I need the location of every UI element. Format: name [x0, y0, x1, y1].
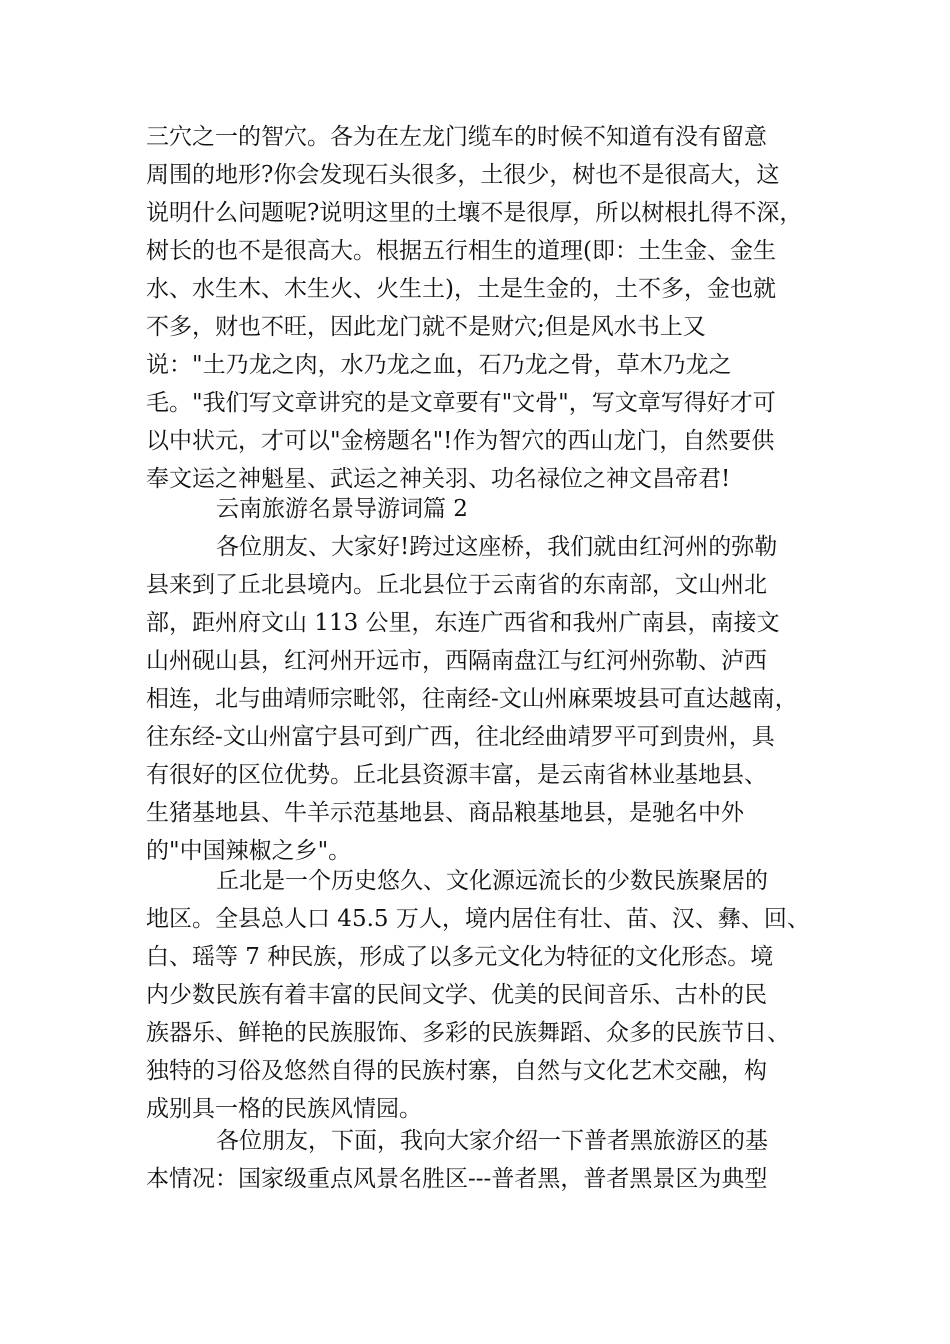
text-line: 县来到了丘北县境内。丘北县位于云南省的东南部，文山州北 [146, 572, 767, 598]
text-line: 有很好的区位优势。丘北县资源丰富，是云南省林业基地县、 [146, 762, 767, 788]
text-line: 相连，北与曲靖师宗毗邻，往南经-文山州麻栗坡县可直达越南， [146, 686, 798, 712]
text-line: 树长的也不是很高大。根据五行相生的道理(即：土生金、金生 [146, 238, 776, 264]
text-line: 水、水生木、木生火、火生土)，土是生金的，土不多，金也就 [146, 276, 776, 302]
text-line: 周围的地形?你会发现石头很多，土很少，树也不是很高大，这 [146, 162, 780, 188]
paragraph-3 [146, 1122, 816, 1198]
text-line: 地区。全县总人口 45.5 万人，境内居住有壮、苗、汉、彝、回、 [146, 906, 810, 932]
text-line: 族器乐、鲜艳的民族服饰、多彩的民族舞蹈、众多的民族节日、 [146, 1020, 790, 1046]
text-line: 丘北是一个历史悠久、文化源远流长的少数民族聚居的 [216, 868, 768, 894]
text-line: 生猪基地县、牛羊示范基地县、商品粮基地县，是驰名中外 [146, 800, 744, 826]
paragraph-2 [146, 862, 816, 1128]
text-line: 毛。"我们写文章讲究的是文章要有"文骨"，写文章写得好才可 [146, 390, 776, 416]
text-line: 的"中国辣椒之乡"。 [146, 838, 352, 864]
section-heading-block [146, 490, 816, 528]
text-line: 以中状元，才可以"金榜题名"!作为智穴的西山龙门，自然要供 [146, 428, 775, 454]
text-line: 部，距州府文山 113 公里，东连广西省和我州广南县，南接文 [146, 610, 780, 636]
text-line: 各位朋友、大家好!跨过这座桥，我们就由红河州的弥勒 [216, 534, 778, 560]
text-line: 奉文运之神魁星、武运之神关羽、功名禄位之神文昌帝君! [146, 466, 731, 492]
text-line: 本情况：国家级重点风景名胜区---普者黑，普者黑景区为典型 [146, 1166, 768, 1192]
text-line: 往东经-文山州富宁县可到广西，往北经曲靖罗平可到贵州，具 [146, 724, 775, 750]
text-line: 三穴之一的智穴。各为在左龙门缆车的时候不知道有没有留意 [146, 124, 767, 150]
text-line: 成别具一格的民族风情园。 [146, 1096, 422, 1122]
text-line: 说："土乃龙之肉，水乃龙之血，石乃龙之骨，草木乃龙之 [146, 352, 732, 378]
text-line: 白、瑶等 7 种民族，形成了以多元文化为特征的文化形态。境 [146, 944, 774, 970]
text-line: 山州砚山县，红河州开远市，西隔南盘江与红河州弥勒、泸西 [146, 648, 767, 674]
continuation-paragraph [146, 118, 816, 498]
text-line: 说明什么问题呢?说明这里的土壤不是很厚，所以树根扎得不深， [146, 200, 803, 226]
text-line: 各位朋友，下面，我向大家介绍一下普者黑旅游区的基 [216, 1128, 768, 1154]
section-heading: 云南旅游名景导游词篇 2 [216, 496, 468, 522]
paragraph-1 [146, 528, 816, 870]
text-line: 内少数民族有着丰富的民间文学、优美的民间音乐、古朴的民 [146, 982, 767, 1008]
text-line: 不多，财也不旺，因此龙门就不是财穴;但是风水书上又 [146, 314, 706, 340]
text-line: 独特的习俗及悠然自得的民族村寨，自然与文化艺术交融，构 [146, 1058, 767, 1084]
